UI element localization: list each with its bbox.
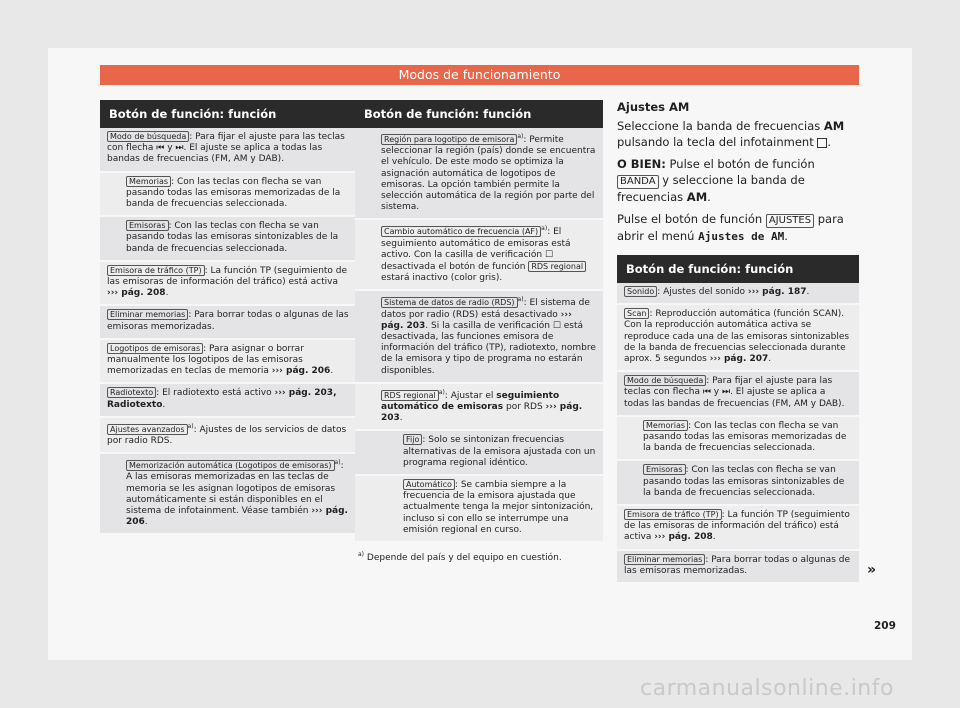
footnote-marker: a) xyxy=(517,296,524,304)
function-table-2 xyxy=(355,100,603,563)
page-reference: ››› pág. 208 xyxy=(107,288,166,299)
table-header: Botón de función: función xyxy=(100,100,357,128)
function-button-tag: Memorias xyxy=(126,176,171,187)
table-row xyxy=(617,283,859,305)
function-button-tag: Memorización automática (Logotipos de emisoras) xyxy=(126,460,335,471)
table-row xyxy=(617,506,859,551)
footnote-text: Depende del país y del equipo en cuestión. xyxy=(366,553,562,564)
function-button-tag: Modo de búsqueda xyxy=(107,131,189,142)
am-settings-column xyxy=(617,100,859,584)
table-header: Botón de función: función xyxy=(617,255,859,283)
row-text: : La función TP (seguimiento de las emisoras de información del tráfico) está activa xyxy=(107,265,348,288)
row-text: . Si la casilla de verificación ☐ está desactivada, las funciones emisora de información del tráfico (TP), radiotexto, nombre de la emisora y tipo de programa no estarán disponibles. xyxy=(381,320,596,376)
menu-name: Ajustes de AM xyxy=(698,230,785,243)
row-text: : Con las teclas con flecha se van pasando todas las emisoras sintonizables de la banda de frecuencias seleccionada. xyxy=(126,221,339,254)
table-row xyxy=(617,305,859,372)
function-button-tag: Memorias xyxy=(643,420,688,431)
section-title: Ajustes AM xyxy=(617,100,690,114)
row-end: . xyxy=(330,366,334,377)
table-row xyxy=(617,372,859,417)
page-reference: ››› pág. 203 xyxy=(381,309,572,331)
function-button-tag: Automático xyxy=(403,479,455,490)
function-button-tag: Eliminar memorias xyxy=(624,554,705,565)
row-end: . xyxy=(712,532,716,543)
function-button-tag: Sonido xyxy=(624,286,657,297)
page-reference: ››› pág. 206 xyxy=(271,366,331,377)
row-text: : Para borrar todas o algunas de las emisoras memorizadas. xyxy=(624,554,850,576)
function-button-tag: Emisora de tráfico (TP) xyxy=(107,265,205,276)
function-button-tag: Cambio automático de frecuencia (AF) xyxy=(381,226,541,237)
table-row xyxy=(100,217,357,262)
row-text: : Se cambia siempre a la frecuencia de la emisora ajustada que actualmente tenga la mejor sintonización, incluso si con ello se interrumpe una emisión regional en curso. xyxy=(403,480,594,535)
page-reference: ››› pág. 207 xyxy=(709,354,769,365)
table-row xyxy=(355,476,603,543)
table-row xyxy=(355,291,603,383)
function-button-tag: Región para logotipo de emisora xyxy=(381,134,517,145)
function-table-1 xyxy=(100,100,357,535)
table-row xyxy=(355,128,603,220)
function-button-tag: Emisoras xyxy=(643,464,686,475)
paragraph: Seleccione la banda de frecuencias AM pulsando la tecla del infotainment . xyxy=(617,119,845,149)
row-text: : Para borrar todas o algunas de las emisoras memorizadas. xyxy=(107,310,349,332)
row-end: . xyxy=(768,354,772,365)
watermark: carmanualsonline.info xyxy=(640,676,894,701)
function-button-tag: Scan xyxy=(624,308,649,319)
row-text: : Con las teclas con flecha se van pasando todas las emisoras memorizadas de la banda de frecuencias seleccionada. xyxy=(126,176,341,210)
row-text: : Ajustes de los servicios de datos por radio RDS. xyxy=(107,424,347,447)
table-row xyxy=(100,418,357,454)
page-number: 209 xyxy=(874,620,896,632)
table-row xyxy=(355,220,603,291)
function-button-tag: Fijo xyxy=(403,434,422,445)
row-text: : El sistema de datos por radio (RDS) está desactivado xyxy=(381,298,590,320)
row-text: : Con las teclas con flecha se van pasando todas las emisoras memorizadas de la banda de frecuencias seleccionada. xyxy=(643,420,847,454)
page-reference: ››› pág. 203, Radiotexto xyxy=(107,388,337,410)
continue-arrow-icon: » xyxy=(867,562,877,578)
function-button-tag: BANDA xyxy=(617,175,659,189)
row-text: : La función TP (seguimiento de las emisoras de información del tráfico) está activa xyxy=(624,510,850,543)
table-row xyxy=(100,340,357,385)
table-row xyxy=(617,551,859,584)
row-end: . xyxy=(144,517,148,528)
function-button-tag: RDS regional xyxy=(528,261,586,272)
table-header: Botón de función: función xyxy=(355,100,603,128)
function-button-tag: Radiotexto xyxy=(107,387,156,398)
row-text: : Para asignar o borrar manualmente los logotipos de las emisoras memorizadas en teclas de memoria xyxy=(107,343,304,377)
function-button-tag: Sistema de datos de radio (RDS) xyxy=(381,297,518,308)
table-row xyxy=(100,306,357,339)
row-end: . xyxy=(806,287,810,297)
row-text: : Ajustes del sonido xyxy=(657,287,746,297)
footnote-marker: a) xyxy=(541,225,548,233)
row-text: estará inactivo (color gris). xyxy=(381,273,503,284)
paragraph: Pulse el botón de función AJUSTES para abrir el menú Ajustes de AM. xyxy=(617,212,844,243)
table-row xyxy=(100,384,357,417)
row-end: . xyxy=(399,413,403,424)
row-text: : Solo se sintonizan frecuencias alternativas de la emisora ajustada con un programa regional idéntico. xyxy=(403,435,596,468)
page-reference: ››› pág. 187 xyxy=(747,287,807,297)
bold-text: seguimiento automático de emisoras xyxy=(381,390,560,413)
footnote-marker: a) xyxy=(334,459,341,467)
table-row xyxy=(355,384,603,432)
row-text: : Permite seleccionar la región (país) donde se encuentra el vehículo. De este modo se optimiza la asignación automática de logotipos de emisoras. La opción también permite la selección automática de la región por parte del sistema. xyxy=(381,135,596,213)
radio-key-icon xyxy=(817,138,827,148)
row-text: : Para fijar el ajuste para las teclas con flecha ⏮ y ⏭. El ajuste se aplica a todas las bandas de frecuencias (FM, AM y DAB). xyxy=(624,376,845,409)
row-text: : Con las teclas con flecha se van pasando todas las emisoras sintonizables de la banda de frecuencias seleccionada. xyxy=(643,465,845,498)
function-button-tag: Eliminar memorias xyxy=(107,309,188,320)
row-text: : Reproducción automática (función SCAN). Con la reproducción automática activa se reproduce cada una de las emisoras sintonizables de la banda de frecuencias seleccionada durante aprox. 5 segundos xyxy=(624,309,850,365)
function-button-tag: Modo de búsqueda xyxy=(624,375,706,386)
row-end: . xyxy=(165,288,169,299)
function-button-tag: Emisoras xyxy=(126,220,169,231)
table-row xyxy=(355,431,603,476)
function-button-tag: Emisora de tráfico (TP) xyxy=(624,509,722,520)
row-end: . xyxy=(162,399,166,410)
function-button-tag: Ajustes avanzados xyxy=(107,424,188,435)
page-reference: ››› pág. 203 xyxy=(381,402,583,424)
table-row xyxy=(617,417,859,462)
row-text: : El seguimiento automático de emisoras está activo. Con la casilla de verificación ☐ desactivada el botón de función xyxy=(381,227,571,273)
footnote-marker: a) xyxy=(358,551,365,559)
function-button-tag: Logotipos de emisoras xyxy=(107,343,203,354)
row-text: por RDS xyxy=(503,402,543,413)
footnote-marker: a) xyxy=(438,388,445,396)
row-text: : El radiotexto está activo xyxy=(156,388,272,399)
function-button-tag: AJUSTES xyxy=(766,214,814,228)
table-row xyxy=(617,461,859,506)
page-reference: ››› pág. 206 xyxy=(126,506,348,528)
function-button-tag: RDS regional xyxy=(381,390,439,401)
section-header: Modos de funcionamiento xyxy=(100,65,859,85)
page-reference: ››› pág. 208 xyxy=(654,532,713,543)
footnote-marker: a) xyxy=(187,422,194,430)
footnote xyxy=(355,551,603,563)
row-text: : Para fijar el ajuste para las teclas con flecha ⏮ y ⏭. El ajuste se aplica a todas las bandas de frecuencias (FM, AM y DAB). xyxy=(107,132,345,165)
row-text: : Ajustar el xyxy=(444,390,494,401)
table-row xyxy=(100,173,357,218)
paragraph: O BIEN: Pulse el botón de función BANDA y seleccione la banda de frecuencias AM. xyxy=(617,157,815,204)
row-text: : A las emisoras memorizadas en las teclas de memoria se les asignan logotipos de emisoras automáticamente si están disponibles en el sistema de infotainment. Véase también xyxy=(126,461,344,517)
table-row xyxy=(100,262,357,307)
table-row xyxy=(100,454,357,535)
table-row xyxy=(100,128,357,173)
footnote-marker: a) xyxy=(517,133,524,140)
